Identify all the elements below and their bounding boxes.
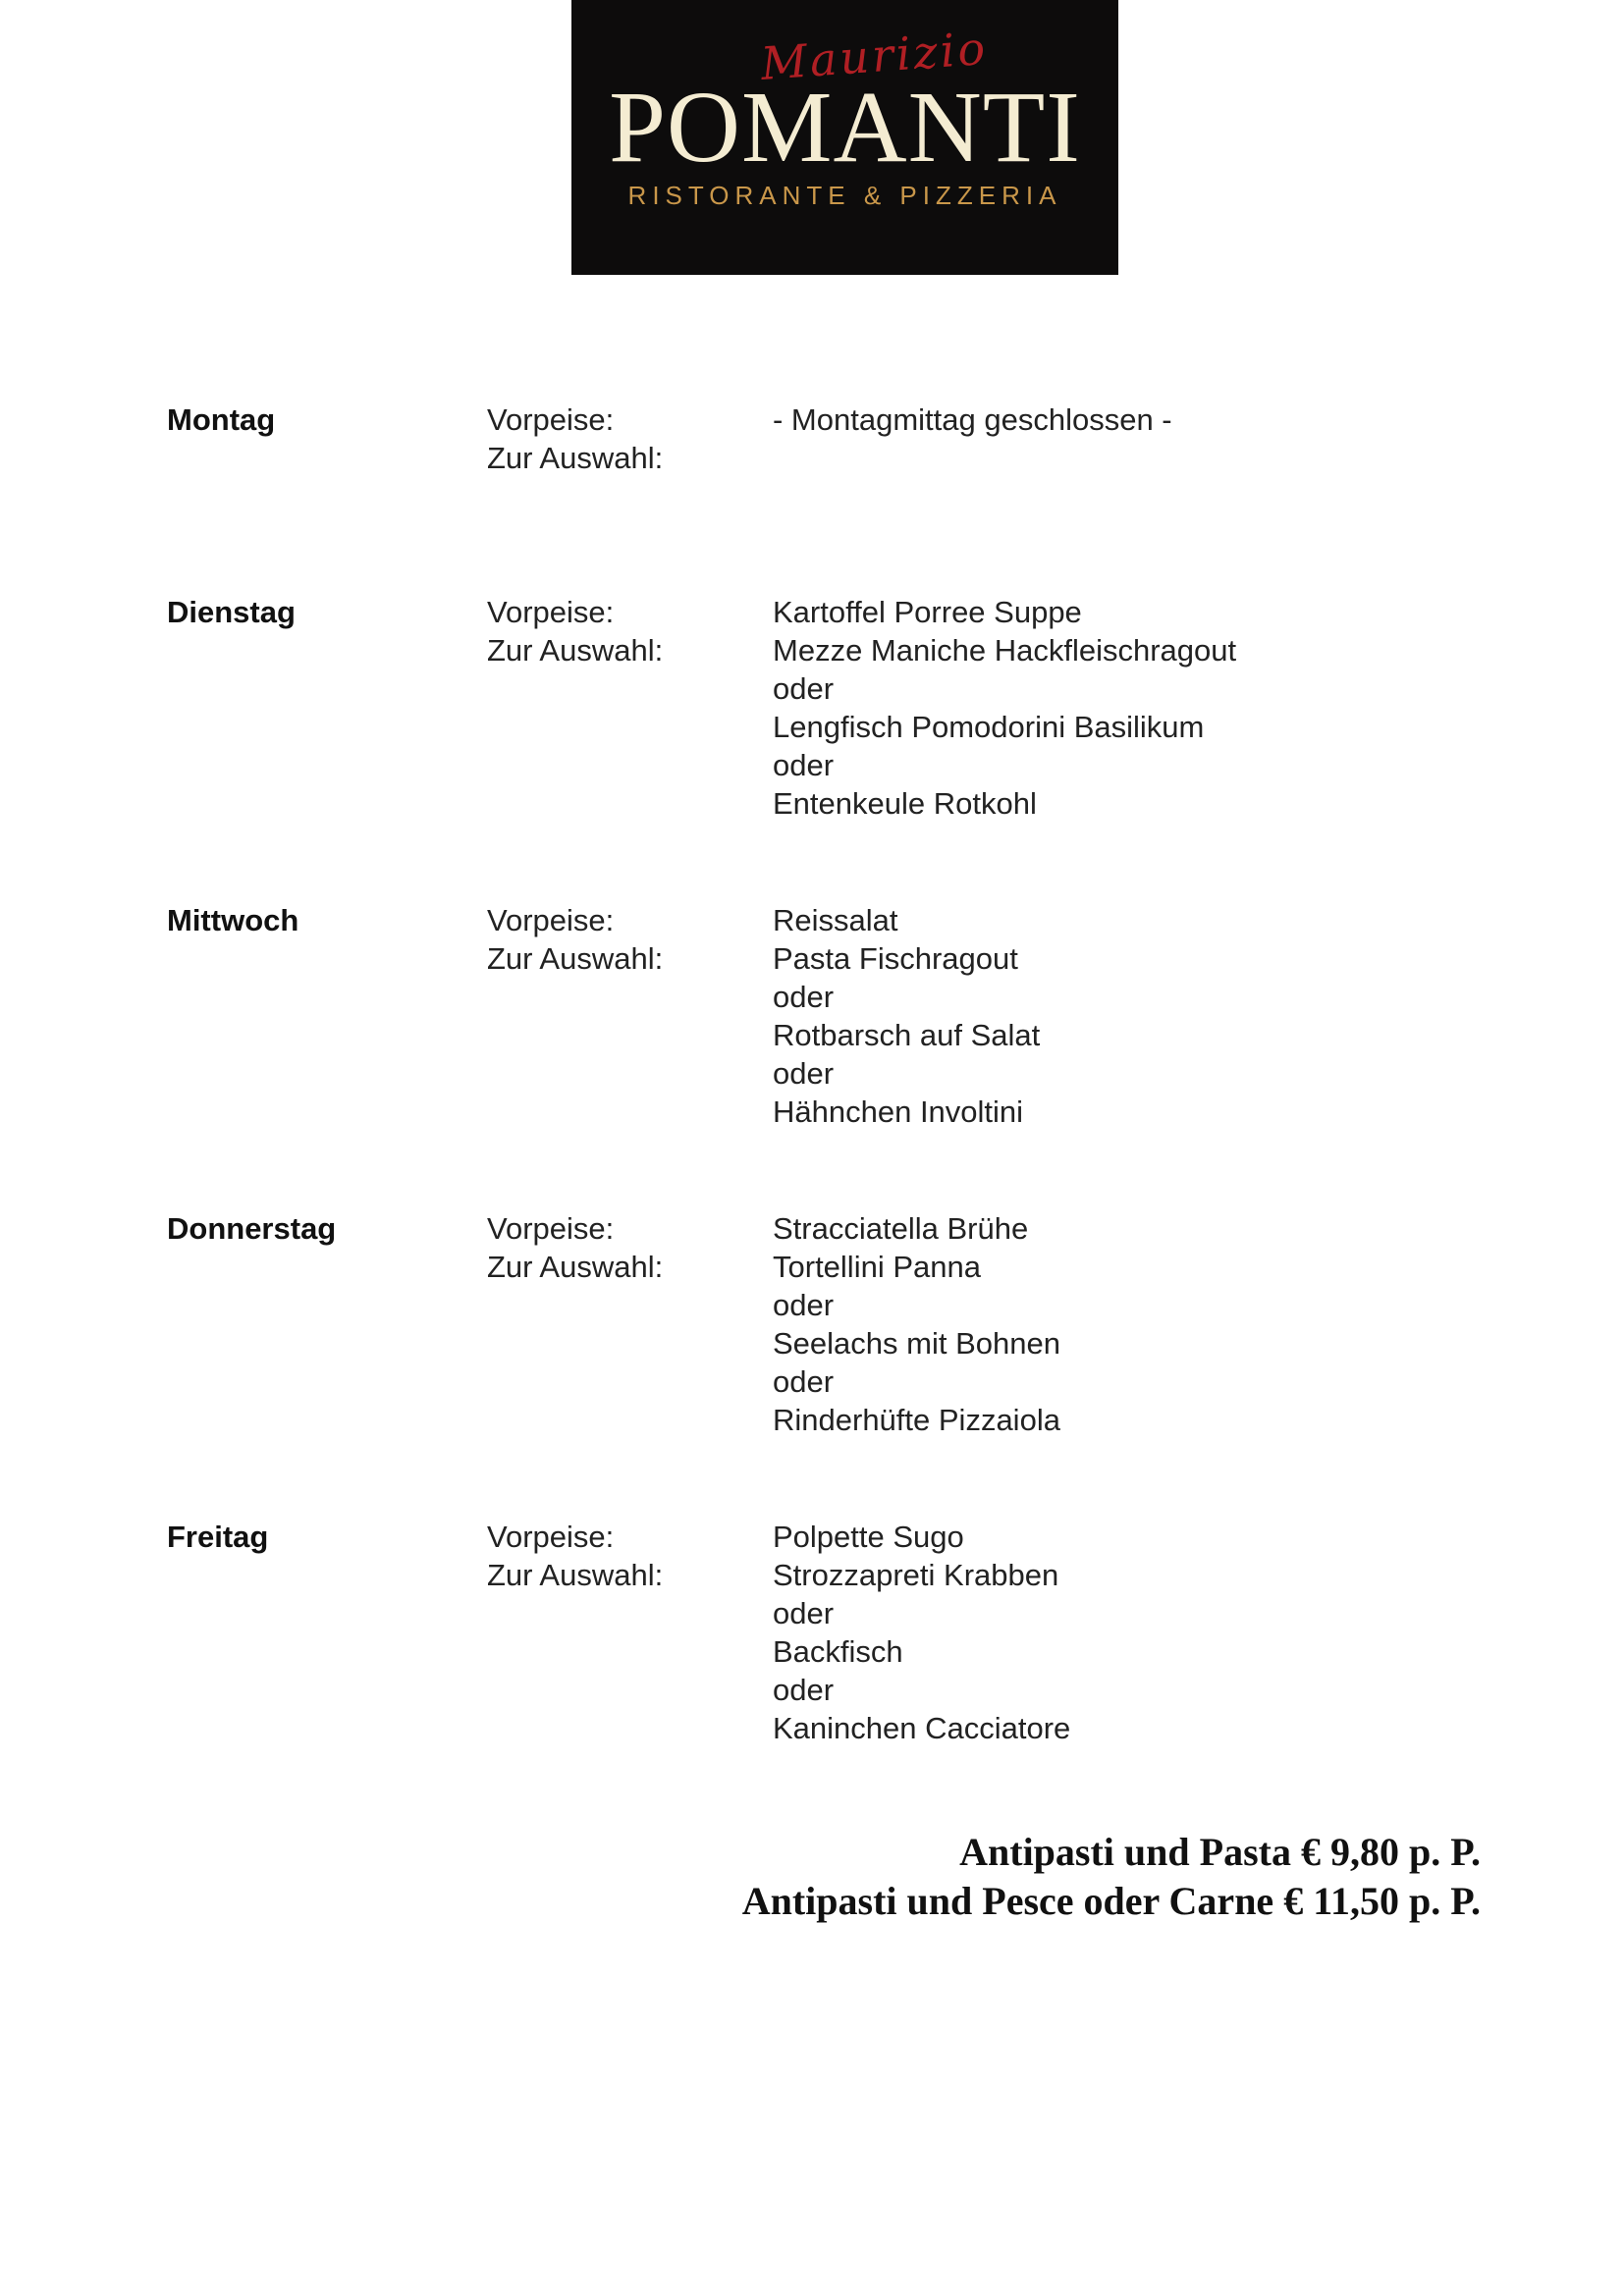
course-labels (487, 901, 663, 978)
label-choice: Zur Auswahl: (487, 441, 664, 475)
day-name: Freitag (167, 1520, 269, 1554)
dish-item: Kartoffel Porree Suppe (773, 595, 1082, 629)
dish-item: Reissalat (773, 903, 898, 937)
day-name: Dienstag (167, 595, 296, 629)
dish-item: Tortellini Panna (773, 1250, 981, 1284)
dish-separator: oder (773, 980, 835, 1014)
price-line-pesce-carne: Antipasti und Pesce oder Carne € 11,50 p. P. (741, 1879, 1481, 1923)
dish-item: Seelachs mit Bohnen (773, 1326, 1060, 1361)
label-starter: Vorpeise: (487, 1520, 615, 1554)
day-name: Montag (167, 402, 276, 437)
dish-list (773, 901, 1040, 1131)
label-starter: Vorpeise: (487, 595, 615, 629)
dish-separator: oder (773, 1596, 835, 1630)
dish-item: - Montagmittag geschlossen - (773, 402, 1172, 437)
dish-item: Rotbarsch auf Salat (773, 1018, 1041, 1052)
dish-item: Rinderhüfte Pizzaiola (773, 1403, 1060, 1437)
dish-item: Strozzapreti Krabben (773, 1558, 1059, 1592)
label-starter: Vorpeise: (487, 903, 615, 937)
day-name: Mittwoch (167, 903, 299, 937)
label-choice: Zur Auswahl: (487, 941, 664, 976)
dish-item: Hähnchen Involtini (773, 1095, 1024, 1129)
dish-separator: oder (773, 748, 835, 782)
dish-list (773, 593, 1236, 823)
price-info (742, 1828, 1481, 1926)
dish-list (773, 1518, 1070, 1747)
label-choice: Zur Auswahl: (487, 1558, 664, 1592)
logo-brand: POMANTI (609, 71, 1081, 184)
dish-item: Stracciatella Brühe (773, 1211, 1029, 1246)
label-starter: Vorpeise: (487, 402, 615, 437)
restaurant-logo (571, 0, 1118, 275)
dish-list (773, 1209, 1060, 1439)
course-labels (487, 593, 663, 669)
dish-item: Lengfisch Pomodorini Basilikum (773, 710, 1205, 744)
dish-separator: oder (773, 1056, 835, 1091)
course-labels (487, 1518, 663, 1594)
dish-separator: oder (773, 1364, 835, 1399)
dish-item: Entenkeule Rotkohl (773, 786, 1037, 821)
label-choice: Zur Auswahl: (487, 633, 664, 667)
price-line-pasta: Antipasti und Pasta € 9,80 p. P. (959, 1830, 1481, 1874)
dish-item: Kaninchen Cacciatore (773, 1711, 1071, 1745)
logo-script-text: Maurizio (759, 21, 990, 90)
dish-item: Pasta Fischragout (773, 941, 1018, 976)
dish-item: Polpette Sugo (773, 1520, 964, 1554)
day-name: Donnerstag (167, 1211, 337, 1246)
dish-item: Backfisch (773, 1634, 903, 1669)
course-labels (487, 400, 663, 477)
label-starter: Vorpeise: (487, 1211, 615, 1246)
dish-separator: oder (773, 671, 835, 706)
logo-subtitle: RISTORANTE & PIZZERIA (627, 181, 1062, 210)
dish-list (773, 400, 1172, 439)
label-choice: Zur Auswahl: (487, 1250, 664, 1284)
dish-separator: oder (773, 1673, 835, 1707)
course-labels (487, 1209, 663, 1286)
dish-item: Mezze Maniche Hackfleischragout (773, 633, 1237, 667)
dish-separator: oder (773, 1288, 835, 1322)
